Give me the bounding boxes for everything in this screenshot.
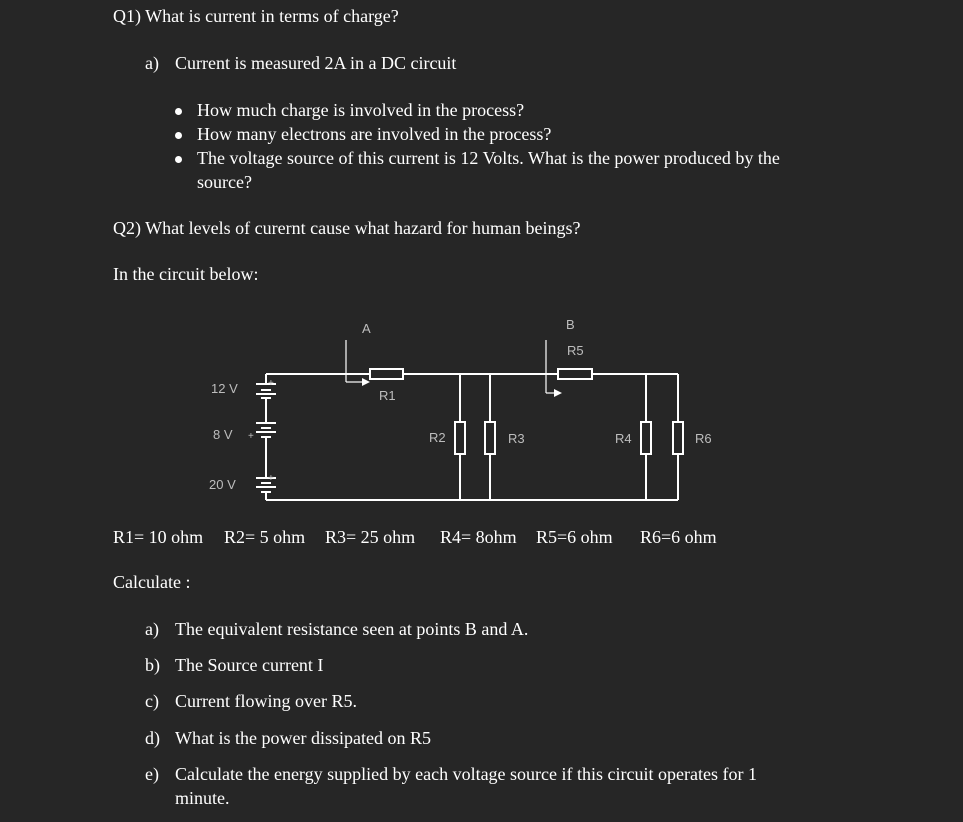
value-r5: R5=6 ohm	[536, 527, 613, 547]
battery-8v-symbol	[256, 423, 276, 437]
task-c-text: Current flowing over R5.	[175, 691, 357, 711]
label-12v: 12 V	[211, 381, 238, 396]
circuit-intro: In the circuit below:	[113, 264, 259, 284]
value-r2: R2= 5 ohm	[224, 527, 306, 547]
task-e-text: Calculate the energy supplied by each voltage source if this circuit operates for 1	[175, 764, 757, 784]
resistor-r2-symbol	[455, 422, 465, 454]
plus-sign: +	[248, 431, 254, 442]
label-20v: 20 V	[209, 477, 236, 492]
label-r3: R3	[508, 431, 525, 446]
label-8v: 8 V	[213, 427, 233, 442]
value-r1: R1= 10 ohm	[113, 527, 204, 547]
task-a-letter: a)	[145, 619, 159, 639]
plus-sign: +	[268, 378, 274, 389]
calculate-heading: Calculate :	[113, 572, 191, 592]
q1-part-a-text: Current is measured 2A in a DC circuit	[175, 53, 457, 73]
label-point-b: B	[566, 317, 575, 332]
q1-bullet-2: How many electrons are involved in the process?	[197, 124, 552, 144]
label-r4: R4	[615, 431, 632, 446]
resistor-r1-symbol	[370, 369, 403, 379]
label-point-a: A	[362, 321, 371, 336]
resistor-r3-symbol	[485, 422, 495, 454]
q1-bullet-1: How much charge is involved in the process?	[197, 100, 525, 120]
value-r3: R3= 25 ohm	[325, 527, 416, 547]
resistor-r4-symbol	[641, 422, 651, 454]
task-e-text-cont: minute.	[175, 788, 230, 808]
q1-bullet-3-cont: source?	[197, 172, 252, 192]
label-r6: R6	[695, 431, 712, 446]
resistor-r6-symbol	[673, 422, 683, 454]
task-b-letter: b)	[145, 655, 160, 675]
value-r4: R4= 8ohm	[440, 527, 517, 547]
q1-part-a-letter: a)	[145, 53, 159, 73]
resistor-r5-symbol	[558, 369, 592, 379]
task-d-text: What is the power dissipated on R5	[175, 728, 431, 748]
label-r1: R1	[379, 388, 396, 403]
q2-title: Q2) What levels of curernt cause what hazard for human beings?	[113, 218, 581, 238]
label-r2: R2	[429, 430, 446, 445]
value-r6: R6=6 ohm	[640, 527, 717, 547]
q1-title: Q1) What is current in terms of charge?	[113, 6, 399, 26]
label-r5: R5	[567, 343, 584, 358]
task-a-text: The equivalent resistance seen at points B and A.	[175, 619, 529, 639]
task-c-letter: c)	[145, 691, 159, 711]
task-e-letter: e)	[145, 764, 159, 784]
q1-bullet-3: The voltage source of this current is 12 Volts. What is the power produced by the	[197, 148, 780, 168]
plus-sign: +	[268, 473, 274, 484]
task-d-letter: d)	[145, 728, 160, 748]
point-a-probe	[346, 340, 370, 386]
task-b-text: The Source current I	[175, 655, 324, 675]
